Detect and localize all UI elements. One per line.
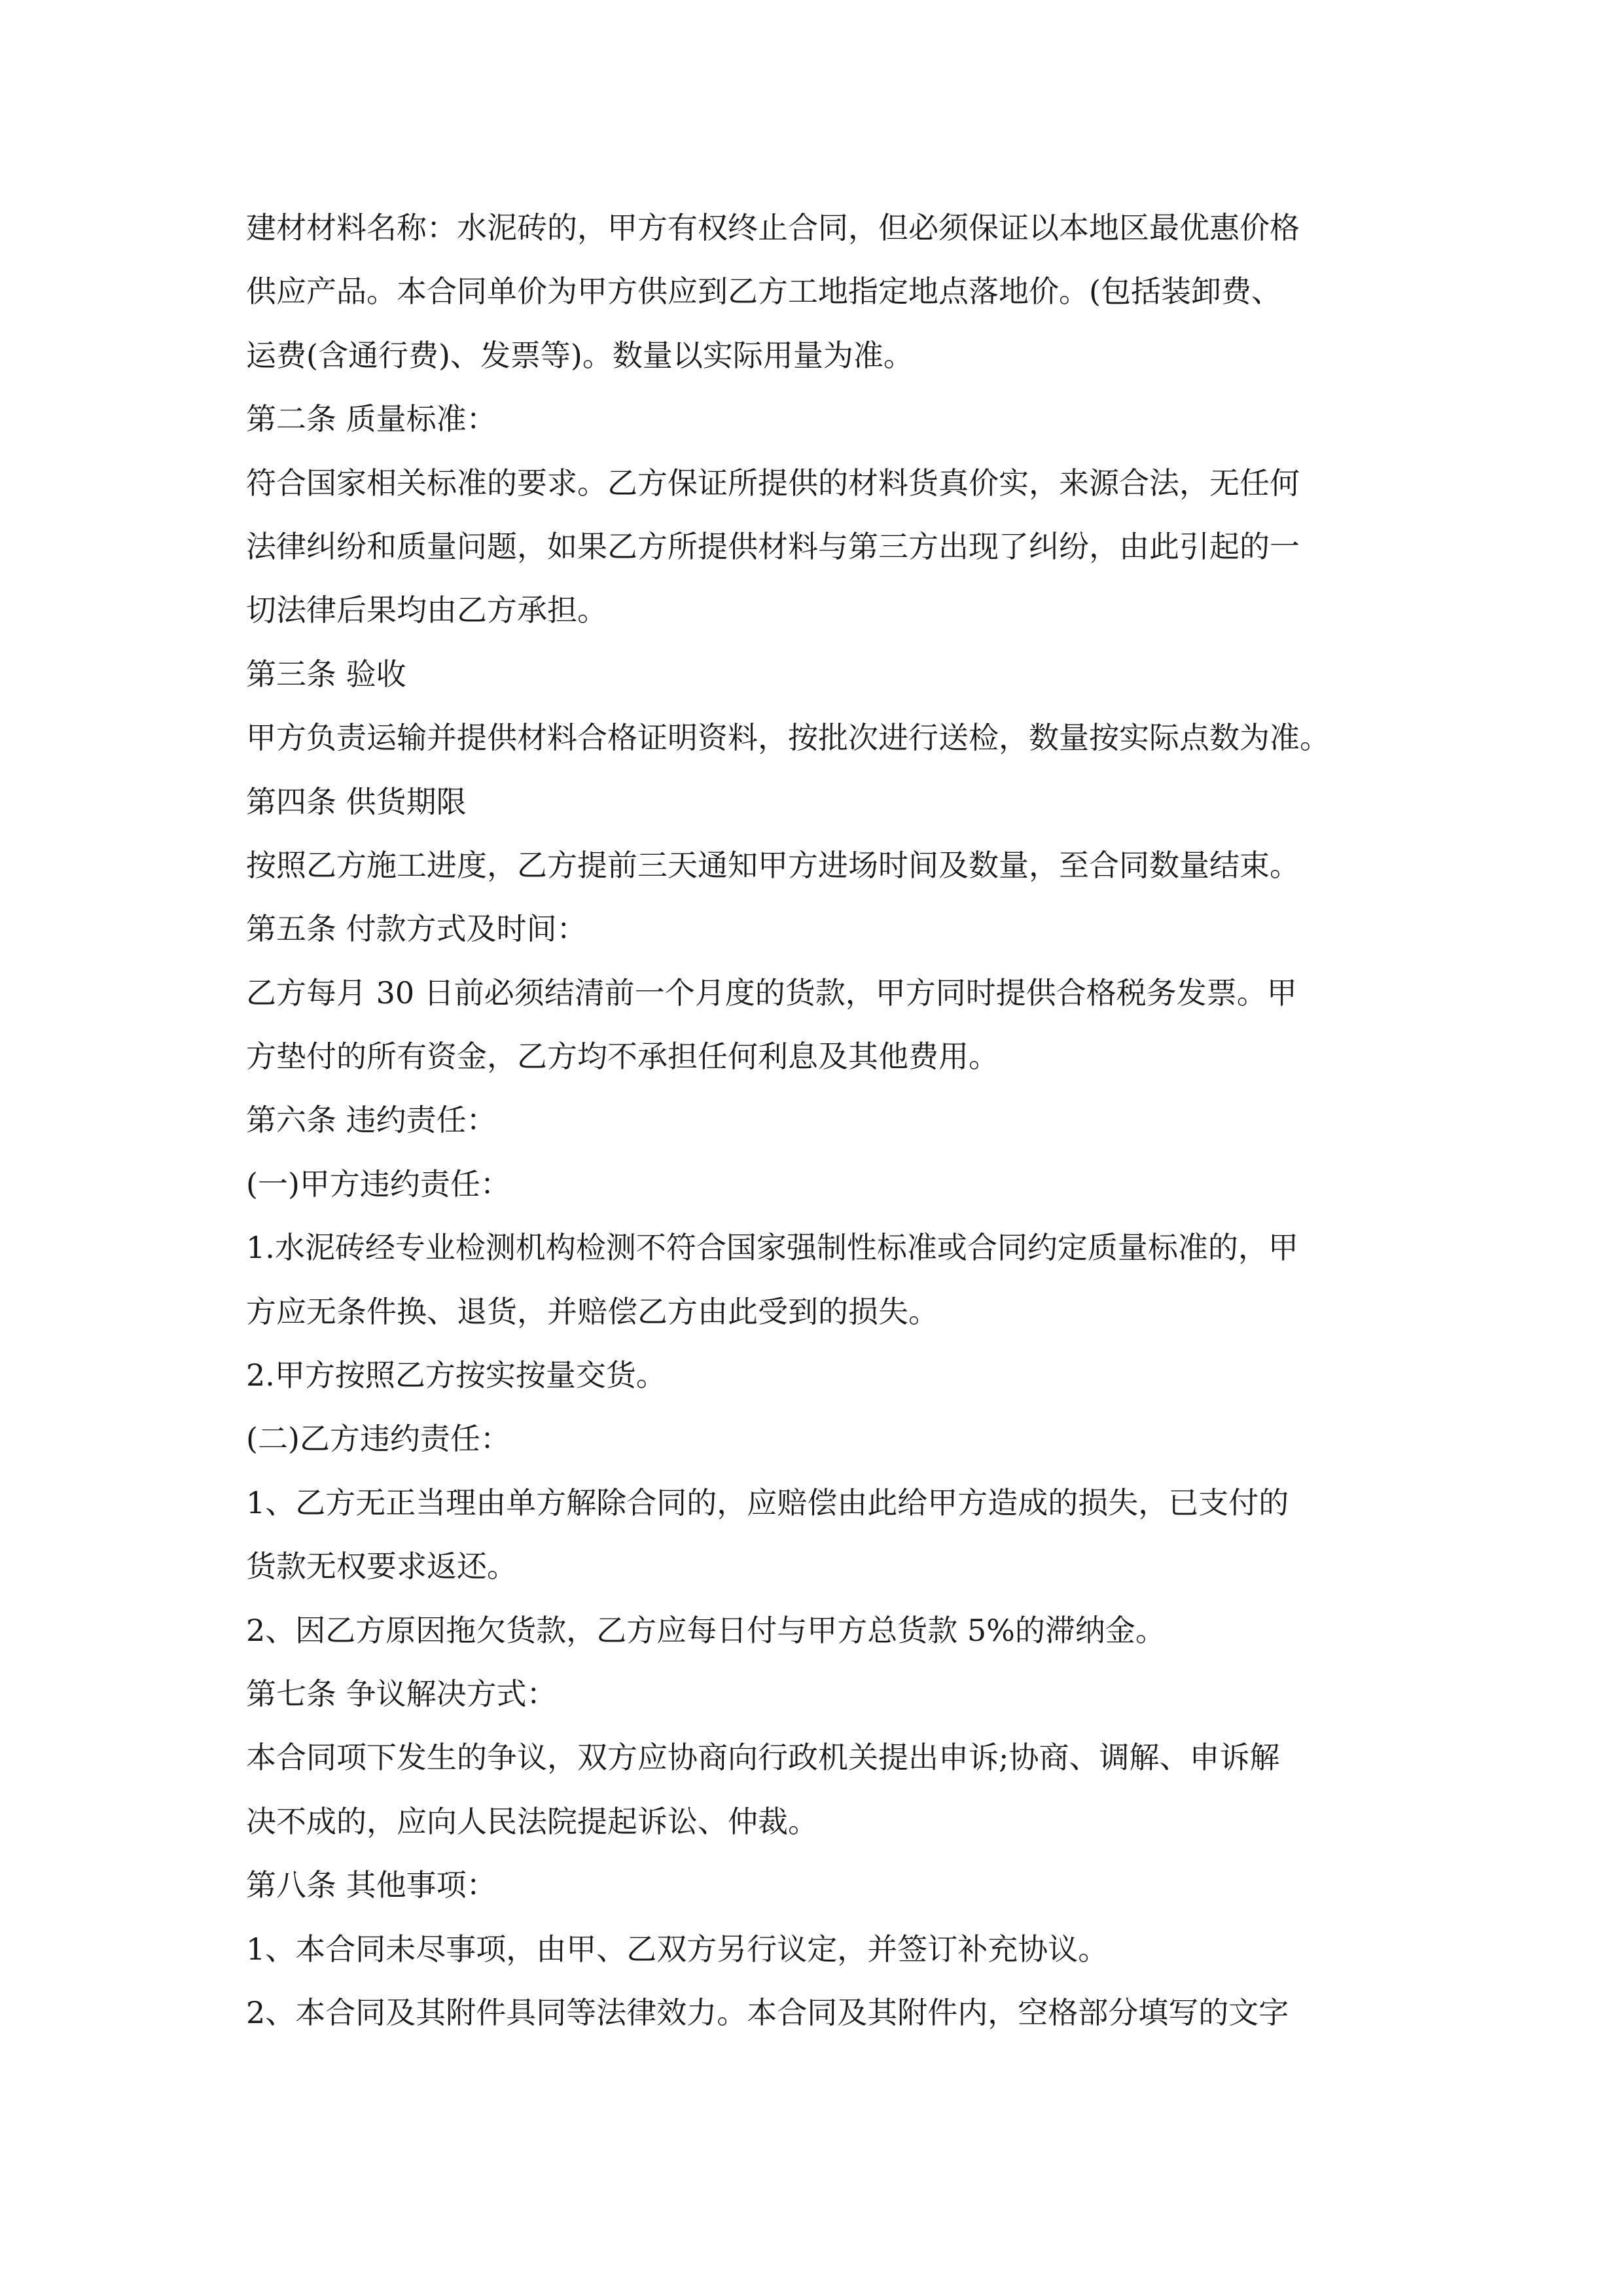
section-heading: 第六条 违约责任： <box>246 1102 497 1138</box>
section-heading: 第三条 验收 <box>246 656 406 692</box>
text-line: 乙方每月 30 日前必须结清前一个月度的货款，甲方同时提供合格税务发票。甲 <box>246 975 1297 1011</box>
subsection-heading: (一)甲方违约责任： <box>246 1166 510 1202</box>
text-line: 1、本合同未尽事项，由甲、乙双方另行议定，并签订补充协议。 <box>246 1931 1109 1967</box>
section-heading: 第二条 质量标准： <box>246 401 497 437</box>
text-line: 甲方负责运输并提供材料合格证明资料，按批次进行送检，数量按实际点数为准。 <box>246 720 1330 756</box>
document-body <box>246 196 1385 2045</box>
section-heading: 第七条 争议解决方式： <box>246 1676 557 1712</box>
subsection-heading: (二)乙方违约责任： <box>246 1421 510 1457</box>
text-line: 1.水泥砖经专业检测机构检测不符合国家强制性标准或合同约定质量标准的，甲 <box>246 1230 1298 1266</box>
section-heading: 第八条 其他事项： <box>246 1867 497 1903</box>
section-heading: 第四条 供货期限 <box>246 783 467 819</box>
text-line: 法律纠纷和质量问题，如果乙方所提供材料与第三方出现了纠纷，由此引起的一 <box>246 528 1300 564</box>
text-line: 供应产品。本合同单价为甲方供应到乙方工地指定地点落地价。(包括装卸费、 <box>246 274 1281 310</box>
text-line: 方垫付的所有资金，乙方均不承担任何利息及其他费用。 <box>246 1039 999 1075</box>
text-line: 按照乙方施工进度，乙方提前三天通知甲方进场时间及数量，至合同数量结束。 <box>246 847 1300 883</box>
text-line: 方应无条件换、退货，并赔偿乙方由此受到的损失。 <box>246 1293 938 1329</box>
text-line: 2、本合同及其附件具同等法律效力。本合同及其附件内，空格部分填写的文字 <box>246 1994 1289 2030</box>
text-line: 2.甲方按照乙方按实按量交货。 <box>246 1357 666 1393</box>
text-line: 符合国家相关标准的要求。乙方保证所提供的材料货真价实，来源合法，无任何 <box>246 465 1300 501</box>
text-line: 货款无权要求返还。 <box>246 1549 517 1585</box>
section-heading: 第五条 付款方式及时间： <box>246 911 587 947</box>
text-line: 建材材料名称：水泥砖的，甲方有权终止合同，但必须保证以本地区最优惠价格 <box>246 210 1300 245</box>
text-line: 决不成的，应向人民法院提起诉讼、仲裁。 <box>246 1803 818 1839</box>
text-line: 切法律后果均由乙方承担。 <box>246 592 607 628</box>
text-line: 本合同项下发生的争议，双方应协商向行政机关提出申诉;协商、调解、申诉解 <box>246 1740 1280 1776</box>
text-line: 运费(含通行费)、发票等)。数量以实际用量为准。 <box>246 337 914 373</box>
text-line: 2、因乙方原因拖欠货款，乙方应每日付与甲方总货款 5%的滞纳金。 <box>246 1612 1166 1648</box>
text-line: 1、乙方无正当理由单方解除合同的，应赔偿由此给甲方造成的损失，已支付的 <box>246 1484 1289 1520</box>
